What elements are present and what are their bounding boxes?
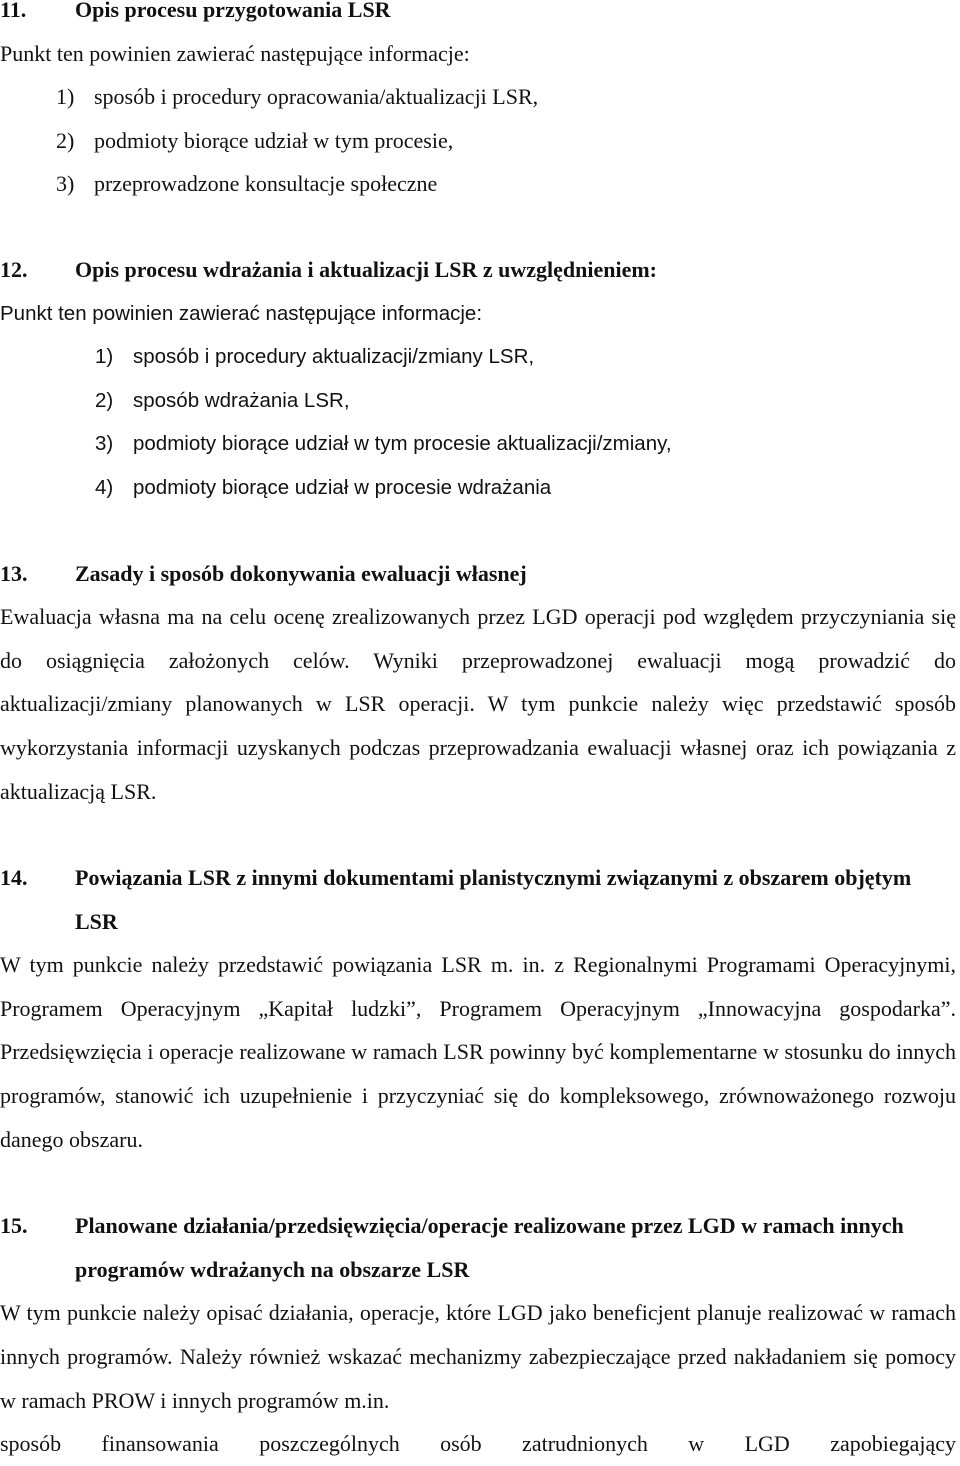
list-item-number: 2): [95, 388, 114, 412]
list-item-number: 1): [95, 345, 114, 369]
section-12-list: [0, 292, 956, 510]
list-item: [56, 75, 956, 119]
section-number: 15.: [0, 1213, 28, 1239]
list-item-number: 3): [56, 171, 75, 197]
section-13-heading: [0, 552, 956, 596]
section-title: Opis procesu przygotowania LSR: [75, 0, 391, 22]
section-number: 14.: [0, 865, 28, 891]
list-item-text: sposób i procedury aktualizacji/zmiany LSR,: [133, 345, 535, 369]
section-spacer: [0, 206, 956, 248]
section-title: Opis procesu wdrażania i aktualizacji LSR z uwzględnieniem:: [75, 256, 657, 282]
list-item-number: 2): [56, 127, 75, 153]
list-item-number: 3): [95, 432, 114, 456]
list-item: [56, 119, 956, 163]
list-item-text: podmioty biorące udział w tym procesie aktualizacji/zmiany,: [133, 432, 672, 456]
section-11-heading: [0, 0, 956, 32]
list-item: [95, 422, 956, 466]
section-title: Zasady i sposób dokonywania ewaluacji własnej: [75, 560, 527, 586]
section-spacer: [0, 813, 956, 856]
list-item-text: sposób i procedury opracowania/aktualizacji LSR,: [94, 84, 539, 110]
section-title: Planowane działania/przedsięwzięcia/operacje realizowane przez LGD w ramach innych programów wdrażanych na obszarze LSR: [75, 1213, 904, 1282]
section-11-list: [0, 75, 956, 206]
section-spacer: [0, 510, 956, 552]
section-number: 12.: [0, 256, 28, 282]
section-14-body: W tym punkcie należy przedstawić powiązania LSR m. in. z Regionalnymi Programami Operacyjnymi, Programem Operacyjnym „Kapitał ludzki”, Programem Operacyjnym „Innowacyjna gospodarka”. Przedsięwzięcia i operacje realizowane w ramach LSR powinny być komplementarne w stosunku do innych programów, stanowić ich uzupełnienie i przyczyniać się do kompleksowego, zrównoważonego rozwoju danego obszaru.: [0, 952, 956, 1152]
list-item-text: podmioty biorące udział w procesie wdrażania: [133, 475, 552, 499]
section-title: Powiązania LSR z innymi dokumentami planistycznymi związanymi z obszarem objętym LSR: [75, 865, 912, 934]
section-14-heading: [0, 856, 956, 943]
list-item-number: 1): [56, 84, 75, 110]
section-spacer: [0, 1161, 956, 1204]
section-12-intro: Punkt ten powinien zawierać następujące informacje:: [0, 301, 483, 325]
list-item-text: podmioty biorące udział w tym procesie,: [94, 127, 454, 153]
list-item-number: 4): [95, 475, 114, 499]
section-15-body-continued: sposób finansowania poszczególnych osób zatrudnionych w LGD zapobiegający: [0, 1431, 956, 1457]
list-item: [95, 466, 956, 510]
list-item-text: sposób wdrażania LSR,: [133, 388, 350, 412]
section-15-heading: [0, 1204, 956, 1291]
list-item: [95, 335, 956, 379]
section-13-body: Ewaluacja własna ma na celu ocenę zrealizowanych przez LGD operacji pod względem przyczyniania się do osiągnięcia założonych celów. Wyniki przeprowadzonej ewaluacji mogą prowadzić do aktualizacji/zmiany planowanych w LSR operacji. W tym punkcie należy więc przedstawić sposób wykorzystania informacji uzyskanych podczas przeprowadzania ewaluacji własnej oraz ich powiązania z aktualizacją LSR.: [0, 604, 956, 804]
list-item-text: przeprowadzone konsultacje społeczne: [94, 171, 438, 197]
list-item: [95, 379, 956, 423]
section-12-heading: [0, 248, 956, 292]
list-item: [56, 162, 956, 206]
section-11-intro: Punkt ten powinien zawierać następujące informacje:: [0, 40, 470, 66]
section-15-body: W tym punkcie należy opisać działania, operacje, które LGD jako beneficjent planuje realizować w ramach innych programów. Należy również wskazać mechanizmy zabezpieczające przed nakładaniem się pomocy w ramach PROW i innych programów m.in.: [0, 1300, 956, 1413]
section-number: 11.: [0, 0, 27, 22]
section-number: 13.: [0, 560, 28, 586]
